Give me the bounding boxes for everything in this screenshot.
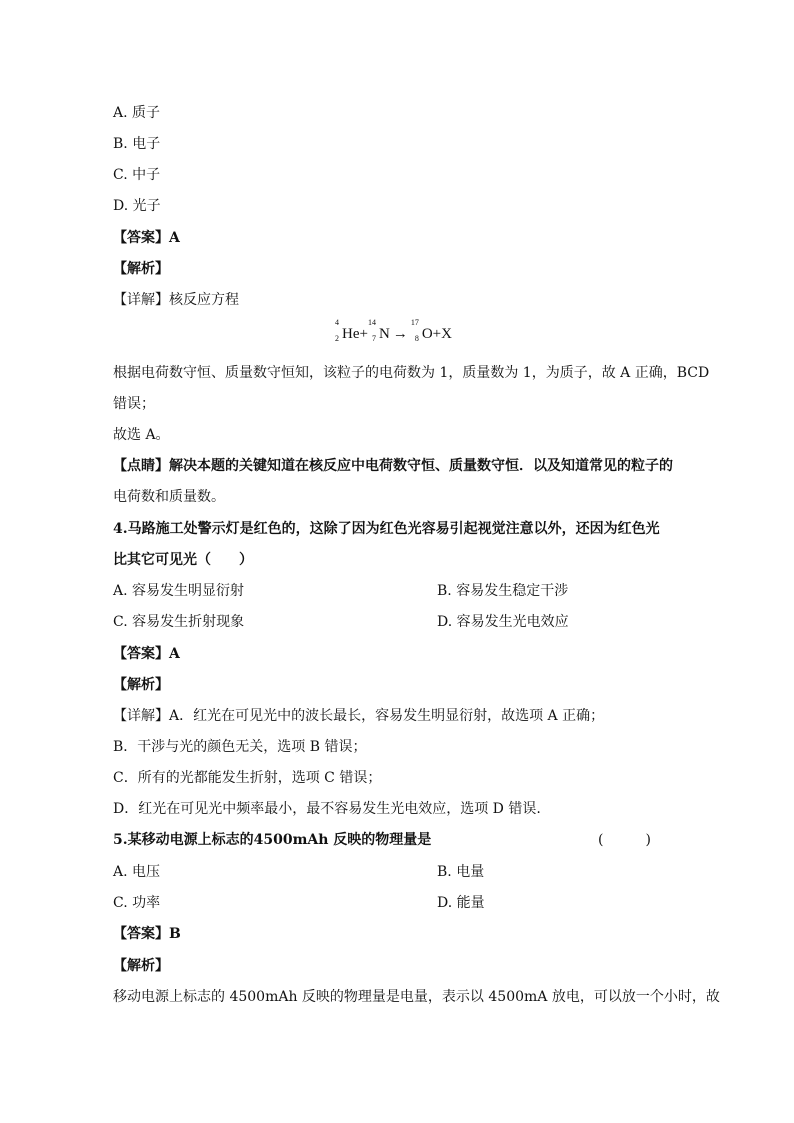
- q4-detail-line1: 【详解】A．红光在可见光中的波长最长，容易发生明显衍射，故选项 A 正确；: [113, 708, 605, 724]
- q4-answer: 【答案】A: [113, 646, 180, 662]
- q5-answer: 【答案】B: [113, 926, 181, 942]
- q5-stem: 5.某移动电源上标志的4500mAh 反映的物理量是: [113, 832, 432, 848]
- q4-option-a: A. 容易发生明显衍射: [113, 583, 245, 599]
- helium-nuclide: 4 2 He: [335, 318, 360, 343]
- q3-option-a: A. 质子: [113, 105, 161, 121]
- q3-option-d: D. 光子: [113, 198, 161, 214]
- q3-option-b: B. 电子: [113, 136, 161, 152]
- nuclear-reaction-equation: 4 2 He+ 14 7 N → 17 8 O+X: [335, 318, 452, 343]
- unknown-particle-x: X: [441, 326, 452, 342]
- q4-option-d: D. 容易发生光电效应: [437, 614, 569, 630]
- q5-explanation-line1: 移动电源上标志的 4500mAh 反映的物理量是电量，表示以 4500mA 放电，可以放一个小时，故: [113, 989, 720, 1005]
- nitrogen-nuclide: 14 7 N: [367, 318, 390, 343]
- q4-option-c: C. 容易发生折射现象: [113, 614, 245, 630]
- q3-answer: 【答案】A: [113, 230, 180, 246]
- q5-answer-blank: ( ): [598, 832, 651, 848]
- q3-option-c: C. 中子: [113, 167, 161, 183]
- q4-detail-line2: B．干涉与光的颜色无关，选项 B 错误；: [113, 739, 367, 755]
- q4-detail-line3: C．所有的光都能发生折射，选项 C 错误；: [113, 770, 382, 786]
- q3-analysis-heading: 【解析】: [113, 261, 169, 277]
- q4-analysis-heading: 【解析】: [113, 677, 169, 693]
- reaction-arrow: →: [392, 326, 408, 342]
- q3-comment-line2: 电荷数和质量数。: [113, 489, 225, 505]
- q5-option-d: D. 能量: [437, 895, 485, 911]
- q5-analysis-heading: 【解析】: [113, 958, 169, 974]
- q3-detail: 【详解】核反应方程: [113, 292, 239, 308]
- q5-option-b: B. 电量: [437, 864, 485, 880]
- q4-detail-line4: D．红光在可见光中频率最小，最不容易发生光电效应，选项 D 错误.: [113, 801, 541, 817]
- oxygen-nuclide: 17 8 O: [410, 318, 433, 343]
- q3-explanation-line2: 错误；: [113, 396, 155, 412]
- q3-explanation-line1: 根据电荷数守恒、质量数守恒知，该粒子的电荷数为 1，质量数为 1，为质子，故 A 正确，BCD: [113, 365, 710, 381]
- q5-option-c: C. 功率: [113, 895, 161, 911]
- q5-option-a: A. 电压: [113, 864, 161, 880]
- q4-stem-line1: 4.马路施工处警示灯是红色的，这除了因为红色光容易引起视觉注意以外，还因为红色光: [113, 521, 660, 537]
- q3-comment-line1: 【点睛】解决本题的关键知道在核反应中电荷数守恒、质量数守恒．以及知道常见的粒子的: [113, 458, 673, 474]
- q4-option-b: B. 容易发生稳定干涉: [437, 583, 569, 599]
- q3-conclusion: 故选 A。: [113, 427, 170, 443]
- q4-stem-line2: 比其它可见光（ ）: [113, 552, 253, 568]
